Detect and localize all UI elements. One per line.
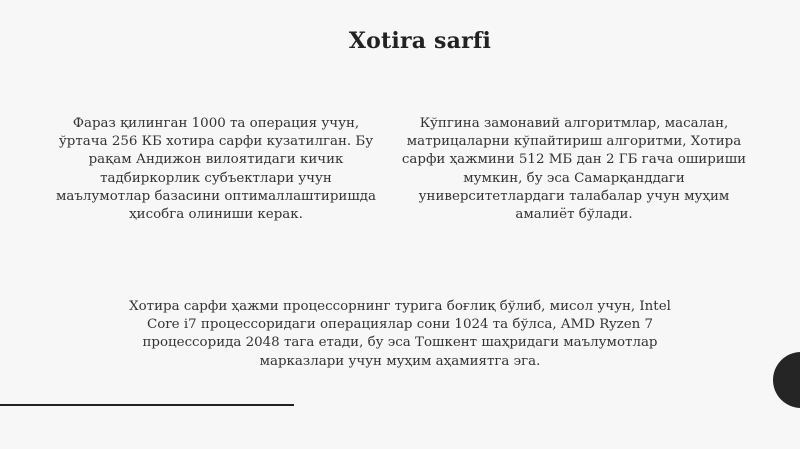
paragraph-left: Фараз қилинган 1000 та операция учун, ўртача 256 КБ хотира сарфи кузатилган. Бу рақам Андижон вилоятидаги кичик тадбиркорлик субъектлари учун маълумотлар базасини оптималлаштиришда ҳисобга олиниши керак. <box>55 116 377 223</box>
decorative-circle <box>773 352 800 408</box>
slide-title: Xotira sarfi <box>348 28 492 54</box>
paragraph-right: Кўпгина замонавий алгоритмлар, масалан, матрицаларни кўпайтириш алгоритми, Хотира сарфи ҳажмини 512 МБ дан 2 ГБ гача ошириши мумкин, бу эса Самарқанддаги университетлардаги талабалар учун муҳим амалиёт бўлади. <box>401 116 747 223</box>
decorative-rule <box>0 404 294 406</box>
paragraph-bottom: Хотира сарфи ҳажми процессорнинг турига боғлиқ бўлиб, мисол учун, Intel Core i7 процессоридаги операциялар сони 1024 та бўлса, AMD Ryzen 7 процессорида 2048 тага етади, бу эса Тошкент шаҳридаги маълумотлар марказлари учун муҳим аҳамиятга эга. <box>129 299 671 369</box>
